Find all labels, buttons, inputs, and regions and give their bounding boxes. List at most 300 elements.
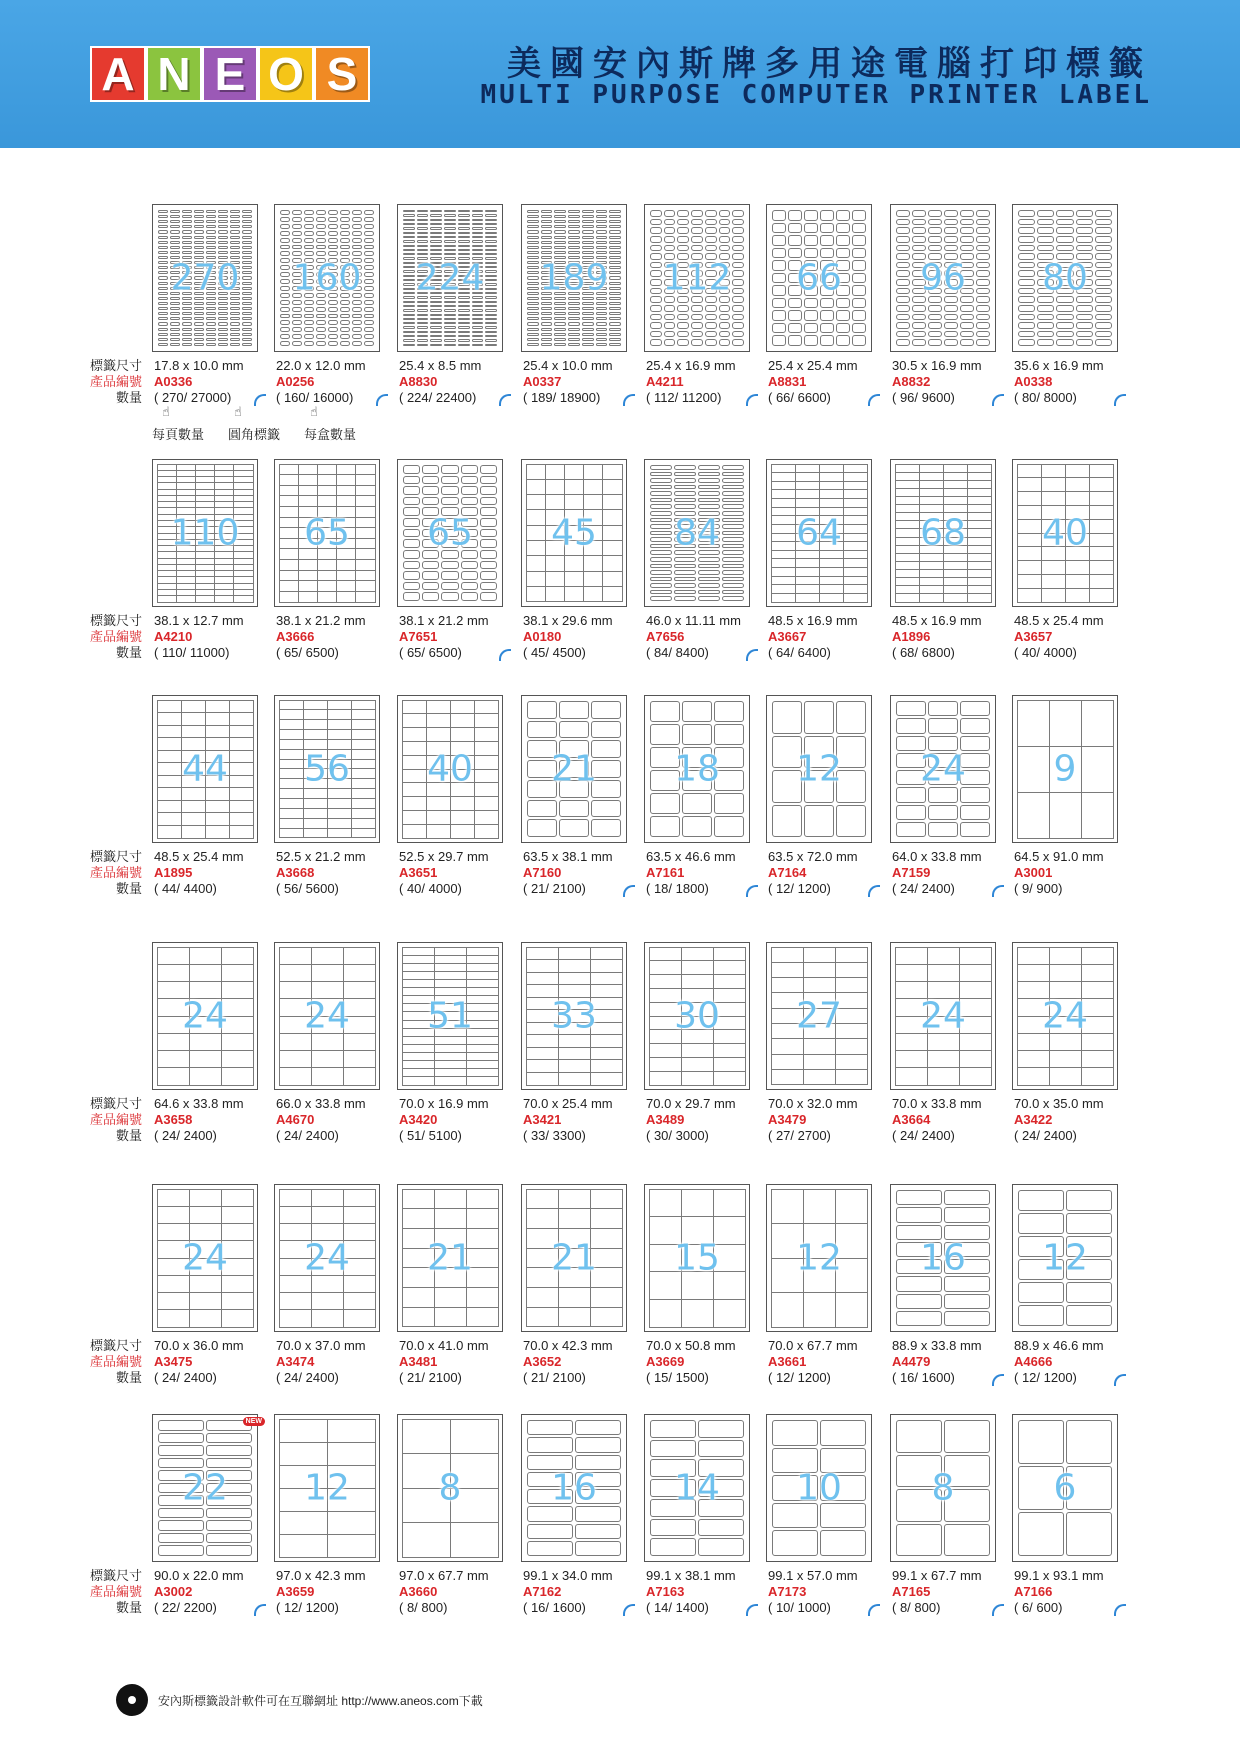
label-size: 70.0 x 25.4 mm <box>523 1096 613 1111</box>
logo-letter: O <box>258 46 314 102</box>
product-code: A4479 <box>892 1354 931 1369</box>
label-quantity: ( 68/ 6800) <box>892 645 955 660</box>
label-size: 70.0 x 42.3 mm <box>523 1338 613 1353</box>
product-code: A3002 <box>154 1584 193 1599</box>
labels-per-sheet-count: 21 <box>427 1237 473 1279</box>
label-size: 70.0 x 36.0 mm <box>154 1338 244 1353</box>
label-size: 70.0 x 41.0 mm <box>399 1338 489 1353</box>
label-size-heading: 標籤尺寸 <box>89 1096 142 1111</box>
label-size: 17.8 x 10.0 mm <box>154 358 244 373</box>
label-sheet-thumbnail <box>274 459 380 607</box>
labels-per-sheet-count: 40 <box>1042 512 1088 554</box>
label-quantity: ( 40/ 4000) <box>1014 645 1077 660</box>
label-qty-heading: 數量 <box>115 881 142 896</box>
label-qty-heading: 數量 <box>115 1600 142 1615</box>
product-code: A3475 <box>154 1354 193 1369</box>
labels-per-sheet-count: 65 <box>427 512 473 554</box>
label-quantity: ( 21/ 2100) <box>523 881 586 896</box>
label-sheet-thumbnail <box>152 204 258 352</box>
label-info <box>646 1096 776 1144</box>
label-info <box>892 1096 1022 1144</box>
cd-icon <box>116 1684 148 1716</box>
label-sheet-thumbnail <box>521 459 627 607</box>
labels-per-sheet-count: 84 <box>674 512 720 554</box>
product-code: A1896 <box>892 629 931 644</box>
label-info <box>768 613 898 661</box>
logo-letter: E <box>202 46 258 102</box>
label-info <box>399 1096 529 1144</box>
label-info <box>276 1096 406 1144</box>
labels-per-sheet-count: 27 <box>796 995 842 1037</box>
product-code: A3658 <box>154 1112 193 1127</box>
label-info <box>892 613 1022 661</box>
label-quantity: ( 30/ 3000) <box>646 1128 709 1143</box>
labels-per-sheet-count: 18 <box>674 748 720 790</box>
label-size: 38.1 x 21.2 mm <box>276 613 366 628</box>
label-info <box>1014 1096 1144 1144</box>
label-info <box>646 1338 776 1386</box>
label-sheet-thumbnail <box>890 942 996 1090</box>
labels-per-sheet-count: 24 <box>182 1237 228 1279</box>
product-code: A7656 <box>646 629 685 644</box>
pointer-icon: ☝ <box>234 404 242 419</box>
label-quantity: ( 8/ 800) <box>892 1600 941 1615</box>
labels-per-sheet-count: 160 <box>292 257 362 299</box>
labels-per-sheet-count: 24 <box>182 995 228 1037</box>
label-quantity: ( 12/ 1200) <box>768 881 831 896</box>
label-info <box>523 1338 653 1386</box>
label-sheet-thumbnail <box>274 942 380 1090</box>
label-sheet-thumbnail <box>644 695 750 843</box>
product-code: A3652 <box>523 1354 562 1369</box>
label-quantity: ( 18/ 1800) <box>646 881 709 896</box>
label-sheet-thumbnail <box>890 459 996 607</box>
label-sheet-thumbnail <box>1012 459 1118 607</box>
product-code: A3666 <box>276 629 315 644</box>
labels-per-sheet-count: 30 <box>674 995 720 1037</box>
label-sheet-thumbnail <box>521 1414 627 1562</box>
label-quantity: ( 24/ 2400) <box>276 1370 339 1385</box>
labels-per-sheet-count: 12 <box>796 748 842 790</box>
label-quantity: ( 64/ 6400) <box>768 645 831 660</box>
label-size: 30.5 x 16.9 mm <box>892 358 982 373</box>
label-quantity: ( 96/ 9600) <box>892 390 955 405</box>
label-quantity: ( 24/ 2400) <box>1014 1128 1077 1143</box>
label-size: 63.5 x 38.1 mm <box>523 849 613 864</box>
label-info <box>154 613 284 661</box>
product-code: A7173 <box>768 1584 807 1599</box>
label-sheet-thumbnail <box>152 459 258 607</box>
label-size: 38.1 x 12.7 mm <box>154 613 244 628</box>
label-sheet-thumbnail <box>274 1184 380 1332</box>
label-size: 70.0 x 67.7 mm <box>768 1338 858 1353</box>
label-sheet-thumbnail <box>766 1184 872 1332</box>
label-sheet-thumbnail <box>766 1414 872 1562</box>
labels-per-sheet-count: 224 <box>415 257 485 299</box>
label-sheet-thumbnail <box>274 1414 380 1562</box>
label-quantity: ( 112/ 11200) <box>646 390 722 405</box>
product-code: A7163 <box>646 1584 685 1599</box>
label-quantity: ( 6/ 600) <box>1014 1600 1063 1615</box>
product-code: A3668 <box>276 865 315 880</box>
label-quantity: ( 24/ 2400) <box>892 1128 955 1143</box>
label-size: 52.5 x 21.2 mm <box>276 849 366 864</box>
label-quantity: ( 14/ 1400) <box>646 1600 709 1615</box>
label-size: 99.1 x 34.0 mm <box>523 1568 613 1583</box>
label-code-heading: 產品編號 <box>89 629 142 644</box>
label-size: 70.0 x 29.7 mm <box>646 1096 736 1111</box>
labels-per-sheet-count: 96 <box>920 257 966 299</box>
product-code: A4211 <box>646 374 684 389</box>
label-sheet-thumbnail <box>152 1414 262 1562</box>
label-quantity: ( 189/ 18900) <box>523 390 601 405</box>
label-sheet-thumbnail <box>1012 1414 1118 1562</box>
label-size: 99.1 x 67.7 mm <box>892 1568 982 1583</box>
label-quantity: ( 9/ 900) <box>1014 881 1063 896</box>
product-code: A3651 <box>399 865 438 880</box>
label-quantity: ( 40/ 4000) <box>399 881 462 896</box>
label-qty-heading: 數量 <box>115 645 142 660</box>
label-size: 99.1 x 93.1 mm <box>1014 1568 1104 1583</box>
label-size: 25.4 x 16.9 mm <box>646 358 736 373</box>
label-sheet-thumbnail <box>766 459 872 607</box>
label-info <box>276 849 406 897</box>
label-size: 90.0 x 22.0 mm <box>154 1568 244 1583</box>
label-size: 88.9 x 46.6 mm <box>1014 1338 1104 1353</box>
labels-per-sheet-count: 110 <box>170 512 240 554</box>
label-size: 70.0 x 32.0 mm <box>768 1096 858 1111</box>
label-info <box>399 1568 529 1616</box>
label-sheet-thumbnail <box>521 204 627 352</box>
label-sheet-thumbnail <box>521 942 627 1090</box>
label-code-heading: 產品編號 <box>89 1584 142 1599</box>
product-code: A7166 <box>1014 1584 1053 1599</box>
label-size: 25.4 x 8.5 mm <box>399 358 482 373</box>
label-size: 46.0 x 11.11 mm <box>646 613 741 628</box>
product-code: A3669 <box>646 1354 685 1369</box>
label-size: 99.1 x 38.1 mm <box>646 1568 736 1583</box>
label-size: 48.5 x 25.4 mm <box>154 849 244 864</box>
label-size: 70.0 x 33.8 mm <box>892 1096 982 1111</box>
labels-per-sheet-count: 16 <box>551 1467 597 1509</box>
label-quantity: ( 56/ 5600) <box>276 881 339 896</box>
label-quantity: ( 51/ 5100) <box>399 1128 462 1143</box>
label-quantity: ( 24/ 2400) <box>154 1128 217 1143</box>
product-code: A3420 <box>399 1112 438 1127</box>
labels-per-sheet-count: 12 <box>796 1237 842 1279</box>
product-code: A3664 <box>892 1112 931 1127</box>
label-info <box>276 1568 406 1616</box>
label-code-heading: 產品編號 <box>89 1112 142 1127</box>
label-quantity: ( 224/ 22400) <box>399 390 477 405</box>
labels-per-sheet-count: 24 <box>304 995 350 1037</box>
product-code: A3657 <box>1014 629 1053 644</box>
labels-per-sheet-count: 6 <box>1053 1467 1077 1509</box>
label-quantity: ( 160/ 16000) <box>276 390 354 405</box>
label-sheet-thumbnail <box>644 1184 750 1332</box>
label-sheet-thumbnail <box>274 204 380 352</box>
label-info <box>523 613 653 661</box>
product-code: A4666 <box>1014 1354 1053 1369</box>
label-size: 48.5 x 16.9 mm <box>768 613 858 628</box>
label-sheet-thumbnail <box>644 204 750 352</box>
labels-per-sheet-count: 56 <box>304 748 350 790</box>
title-english: MULTI PURPOSE COMPUTER PRINTER LABEL <box>480 80 1152 110</box>
product-code: A7162 <box>523 1584 562 1599</box>
label-code-heading: 產品編號 <box>89 1354 142 1369</box>
label-size: 52.5 x 29.7 mm <box>399 849 489 864</box>
label-quantity: ( 22/ 2200) <box>154 1600 217 1615</box>
label-size: 63.5 x 46.6 mm <box>646 849 736 864</box>
labels-per-sheet-count: 64 <box>796 512 842 554</box>
label-sheet-thumbnail <box>766 942 872 1090</box>
labels-per-sheet-count: 68 <box>920 512 966 554</box>
labels-per-sheet-count: 45 <box>551 512 597 554</box>
label-sheet-thumbnail <box>1012 942 1118 1090</box>
label-info <box>1014 613 1144 661</box>
label-sheet-thumbnail <box>890 695 996 843</box>
product-code: A3661 <box>768 1354 807 1369</box>
product-code: A0338 <box>1014 374 1053 389</box>
label-quantity: ( 66/ 6600) <box>768 390 831 405</box>
aneos-logo <box>90 46 370 102</box>
label-size: 25.4 x 10.0 mm <box>523 358 613 373</box>
labels-per-sheet-count: 8 <box>438 1467 462 1509</box>
row-labels <box>76 849 142 897</box>
labels-per-sheet-count: 21 <box>551 1237 597 1279</box>
product-code: A3489 <box>646 1112 685 1127</box>
label-size: 66.0 x 33.8 mm <box>276 1096 366 1111</box>
label-quantity: ( 45/ 4500) <box>523 645 586 660</box>
label-qty-heading: 數量 <box>115 1370 142 1385</box>
labels-per-sheet-count: 15 <box>674 1237 720 1279</box>
label-quantity: ( 21/ 2100) <box>523 1370 586 1385</box>
label-sheet-thumbnail <box>644 1414 750 1562</box>
label-sheet-thumbnail <box>1012 695 1118 843</box>
label-size: 22.0 x 12.0 mm <box>276 358 366 373</box>
label-quantity: ( 27/ 2700) <box>768 1128 831 1143</box>
label-quantity: ( 65/ 6500) <box>399 645 462 660</box>
label-sheet-thumbnail <box>766 204 872 352</box>
label-size: 64.6 x 33.8 mm <box>154 1096 244 1111</box>
label-sheet-thumbnail <box>274 695 380 843</box>
product-code: A8832 <box>892 374 931 389</box>
label-info <box>399 849 529 897</box>
product-code: A3660 <box>399 1584 438 1599</box>
label-quantity: ( 15/ 1500) <box>646 1370 709 1385</box>
product-code: A4670 <box>276 1112 315 1127</box>
row-labels <box>76 613 142 661</box>
label-qty-heading: 數量 <box>115 390 142 405</box>
label-quantity: ( 12/ 1200) <box>276 1600 339 1615</box>
labels-per-sheet-count: 44 <box>182 748 228 790</box>
label-info <box>399 1338 529 1386</box>
product-code: A7164 <box>768 865 807 880</box>
label-sheet-thumbnail <box>644 459 750 607</box>
product-code: A0337 <box>523 374 562 389</box>
label-quantity: ( 80/ 8000) <box>1014 390 1077 405</box>
logo-letter: A <box>90 46 146 102</box>
labels-per-sheet-count: 33 <box>551 995 597 1037</box>
label-code-heading: 產品編號 <box>89 374 142 389</box>
product-code: A8830 <box>399 374 438 389</box>
row-labels <box>76 1568 142 1616</box>
row-labels <box>76 358 142 406</box>
label-quantity: ( 16/ 1600) <box>892 1370 955 1385</box>
labels-per-sheet-count: 270 <box>170 257 240 299</box>
label-info <box>154 849 284 897</box>
label-size-heading: 標籤尺寸 <box>89 358 142 373</box>
label-info <box>276 1338 406 1386</box>
product-code: A7159 <box>892 865 931 880</box>
labels-per-sheet-count: 8 <box>931 1467 955 1509</box>
page-header <box>0 0 1240 148</box>
logo-letter: S <box>314 46 370 102</box>
product-code: A3474 <box>276 1354 315 1369</box>
label-quantity: ( 44/ 4400) <box>154 881 217 896</box>
label-size-heading: 標籤尺寸 <box>89 1568 142 1583</box>
label-size: 35.6 x 16.9 mm <box>1014 358 1104 373</box>
product-code: A3422 <box>1014 1112 1053 1127</box>
legend-rounded: 圓角標籤 <box>228 427 281 442</box>
label-sheet-thumbnail <box>152 942 258 1090</box>
label-quantity: ( 24/ 2400) <box>154 1370 217 1385</box>
title-chinese: 美國安內斯牌多用途電腦打印標籤 <box>507 44 1152 84</box>
product-code: A3001 <box>1014 865 1053 880</box>
row-labels <box>76 1096 142 1144</box>
legend-per-page: 每頁數量 <box>152 427 205 442</box>
label-code-heading: 產品編號 <box>89 865 142 880</box>
label-size: 38.1 x 21.2 mm <box>399 613 489 628</box>
labels-per-sheet-count: 24 <box>304 1237 350 1279</box>
label-size: 70.0 x 50.8 mm <box>646 1338 736 1353</box>
pointer-icon: ☝ <box>310 404 318 419</box>
labels-per-sheet-count: 12 <box>304 1467 350 1509</box>
labels-per-sheet-count: 22 <box>182 1467 228 1509</box>
product-code: A7161 <box>646 865 685 880</box>
label-sheet-thumbnail <box>397 695 503 843</box>
label-sheet-thumbnail <box>397 1414 503 1562</box>
label-size-heading: 標籤尺寸 <box>89 613 142 628</box>
new-badge: NEW <box>243 1417 265 1426</box>
label-size: 38.1 x 29.6 mm <box>523 613 613 628</box>
label-info <box>154 1096 284 1144</box>
label-info <box>276 613 406 661</box>
label-info <box>768 1338 898 1386</box>
label-sheet-thumbnail <box>152 1184 258 1332</box>
label-quantity: ( 84/ 8400) <box>646 645 709 660</box>
product-code: A8831 <box>768 374 807 389</box>
label-info <box>1014 849 1144 897</box>
labels-per-sheet-count: 9 <box>1053 748 1077 790</box>
label-sheet-thumbnail <box>521 1184 627 1332</box>
labels-per-sheet-count: 189 <box>539 257 609 299</box>
label-size: 97.0 x 42.3 mm <box>276 1568 366 1583</box>
footer <box>116 1684 483 1716</box>
label-quantity: ( 12/ 1200) <box>1014 1370 1077 1385</box>
labels-per-sheet-count: 80 <box>1042 257 1088 299</box>
product-code: A0180 <box>523 629 562 644</box>
label-quantity: ( 12/ 1200) <box>768 1370 831 1385</box>
label-quantity: ( 270/ 27000) <box>154 390 232 405</box>
product-code: A4210 <box>154 629 193 644</box>
label-size: 70.0 x 16.9 mm <box>399 1096 489 1111</box>
labels-per-sheet-count: 21 <box>551 748 597 790</box>
product-code: A3421 <box>523 1112 562 1127</box>
labels-per-sheet-count: 112 <box>662 257 732 299</box>
labels-per-sheet-count: 24 <box>1042 995 1088 1037</box>
labels-per-sheet-count: 14 <box>674 1467 720 1509</box>
product-code: A3667 <box>768 629 807 644</box>
label-quantity: ( 16/ 1600) <box>523 1600 586 1615</box>
label-sheet-thumbnail <box>397 942 503 1090</box>
label-sheet-thumbnail <box>521 695 627 843</box>
label-size: 64.5 x 91.0 mm <box>1014 849 1104 864</box>
product-code: A3479 <box>768 1112 807 1127</box>
product-code: A3659 <box>276 1584 315 1599</box>
label-size-heading: 標籤尺寸 <box>89 1338 142 1353</box>
product-code: A0336 <box>154 374 193 389</box>
product-code: A3481 <box>399 1354 438 1369</box>
label-quantity: ( 8/ 800) <box>399 1600 448 1615</box>
labels-per-sheet-count: 16 <box>920 1237 966 1279</box>
label-size: 88.9 x 33.8 mm <box>892 1338 982 1353</box>
labels-per-sheet-count: 65 <box>304 512 350 554</box>
product-code: A1895 <box>154 865 193 880</box>
label-sheet-thumbnail <box>890 204 996 352</box>
labels-per-sheet-count: 40 <box>427 748 473 790</box>
label-qty-heading: 數量 <box>115 1128 142 1143</box>
product-code: A7160 <box>523 865 562 880</box>
footer-text: 安內斯標籤設計軟件可在互聯網址 http://www.aneos.com下載 <box>158 1693 483 1708</box>
label-sheet-thumbnail <box>890 1184 996 1332</box>
label-quantity: ( 33/ 3300) <box>523 1128 586 1143</box>
label-sheet-thumbnail <box>152 695 258 843</box>
label-size: 25.4 x 25.4 mm <box>768 358 858 373</box>
logo-letter: N <box>146 46 202 102</box>
label-quantity: ( 21/ 2100) <box>399 1370 462 1385</box>
product-code: A7651 <box>399 629 438 644</box>
label-size: 63.5 x 72.0 mm <box>768 849 858 864</box>
label-size: 99.1 x 57.0 mm <box>768 1568 858 1583</box>
product-code: A7165 <box>892 1584 931 1599</box>
product-code: A0256 <box>276 374 315 389</box>
label-sheet-thumbnail <box>644 942 750 1090</box>
label-quantity: ( 110/ 11000) <box>154 645 230 660</box>
label-info <box>523 1096 653 1144</box>
label-quantity: ( 10/ 1000) <box>768 1600 831 1615</box>
label-size: 70.0 x 37.0 mm <box>276 1338 366 1353</box>
label-sheet-thumbnail <box>766 695 872 843</box>
labels-per-sheet-count: 51 <box>427 995 473 1037</box>
label-sheet-thumbnail <box>890 1414 996 1562</box>
label-size: 97.0 x 67.7 mm <box>399 1568 489 1583</box>
row-labels <box>76 1338 142 1386</box>
label-quantity: ( 24/ 2400) <box>892 881 955 896</box>
label-quantity: ( 65/ 6500) <box>276 645 339 660</box>
label-info <box>154 1338 284 1386</box>
labels-per-sheet-count: 10 <box>796 1467 842 1509</box>
labels-per-sheet-count: 24 <box>920 748 966 790</box>
pointer-icon: ☝ <box>162 404 170 419</box>
label-sheet-thumbnail <box>397 459 503 607</box>
label-sheet-thumbnail <box>1012 204 1118 352</box>
label-sheet-thumbnail <box>397 204 503 352</box>
legend-per-box: 每盒數量 <box>304 427 357 442</box>
label-size: 48.5 x 16.9 mm <box>892 613 982 628</box>
label-sheet-thumbnail <box>397 1184 503 1332</box>
labels-per-sheet-count: 66 <box>796 257 842 299</box>
